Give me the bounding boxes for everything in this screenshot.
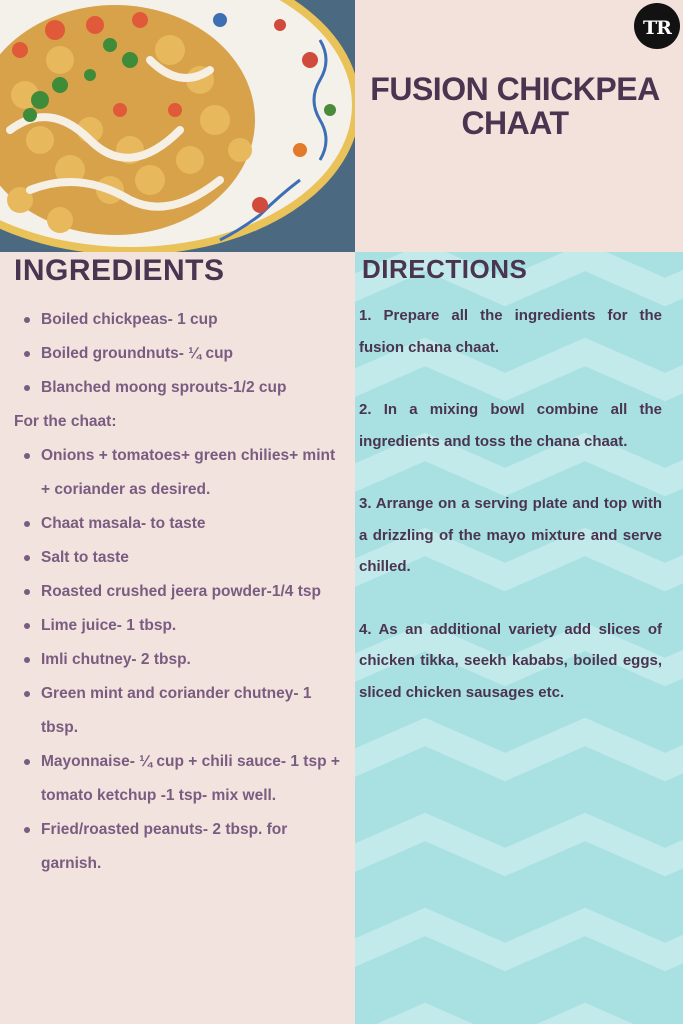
ingredient-item: Roasted crushed jeera powder-1/4 tsp bbox=[41, 575, 344, 609]
ingredient-item: Green mint and coriander chutney- 1 tbsp. bbox=[41, 677, 344, 745]
direction-step: 1. Prepare all the ingredients for the fusion chana chaat. bbox=[359, 307, 662, 356]
direction-step: 3. Arrange on a serving plate and top with a drizzling of the mayo mixture and serve chilled. bbox=[359, 495, 662, 575]
ingredient-item: Mayonnaise- ¼ cup + chili sauce- 1 tsp + tomato ketchup -1 tsp- mix well. bbox=[41, 745, 344, 813]
directions-list bbox=[359, 300, 662, 739]
ingredient-item: Boiled chickpeas- 1 cup bbox=[41, 303, 344, 337]
ingredient-item: Fried/roasted peanuts- 2 tbsp. for garnish. bbox=[41, 813, 344, 881]
chaat-photo bbox=[0, 0, 355, 252]
site-logo bbox=[634, 3, 680, 49]
chaat-subheading: For the chaat: bbox=[14, 413, 117, 430]
ingredient-item: Chaat masala- to taste bbox=[41, 507, 344, 541]
recipe-title: FUSION CHICKPEA CHAAT bbox=[370, 71, 660, 141]
ingredients-heading: INGREDIENTS bbox=[14, 254, 225, 287]
directions-heading: DIRECTIONS bbox=[362, 254, 528, 284]
ingredient-item: Salt to taste bbox=[41, 541, 344, 575]
direction-step: 2. In a mixing bowl combine all the ingredients and toss the chana chaat. bbox=[359, 401, 662, 450]
logo-text: TR bbox=[643, 16, 671, 39]
ingredient-item: Lime juice- 1 tbsp. bbox=[41, 609, 344, 643]
ingredient-item: Onions + tomatoes+ green chilies+ mint + coriander as desired. bbox=[41, 439, 344, 507]
ingredients-list bbox=[14, 303, 344, 881]
ingredient-item: Imli chutney- 2 tbsp. bbox=[41, 643, 344, 677]
ingredient-item: Blanched moong sprouts-1/2 cup bbox=[41, 371, 344, 405]
ingredient-item: Boiled groundnuts- ¼ cup bbox=[41, 337, 344, 371]
direction-step: 4. As an additional variety add slices of chicken tikka, seekh kababs, boiled eggs, sliced chicken sausages etc. bbox=[359, 620, 662, 701]
